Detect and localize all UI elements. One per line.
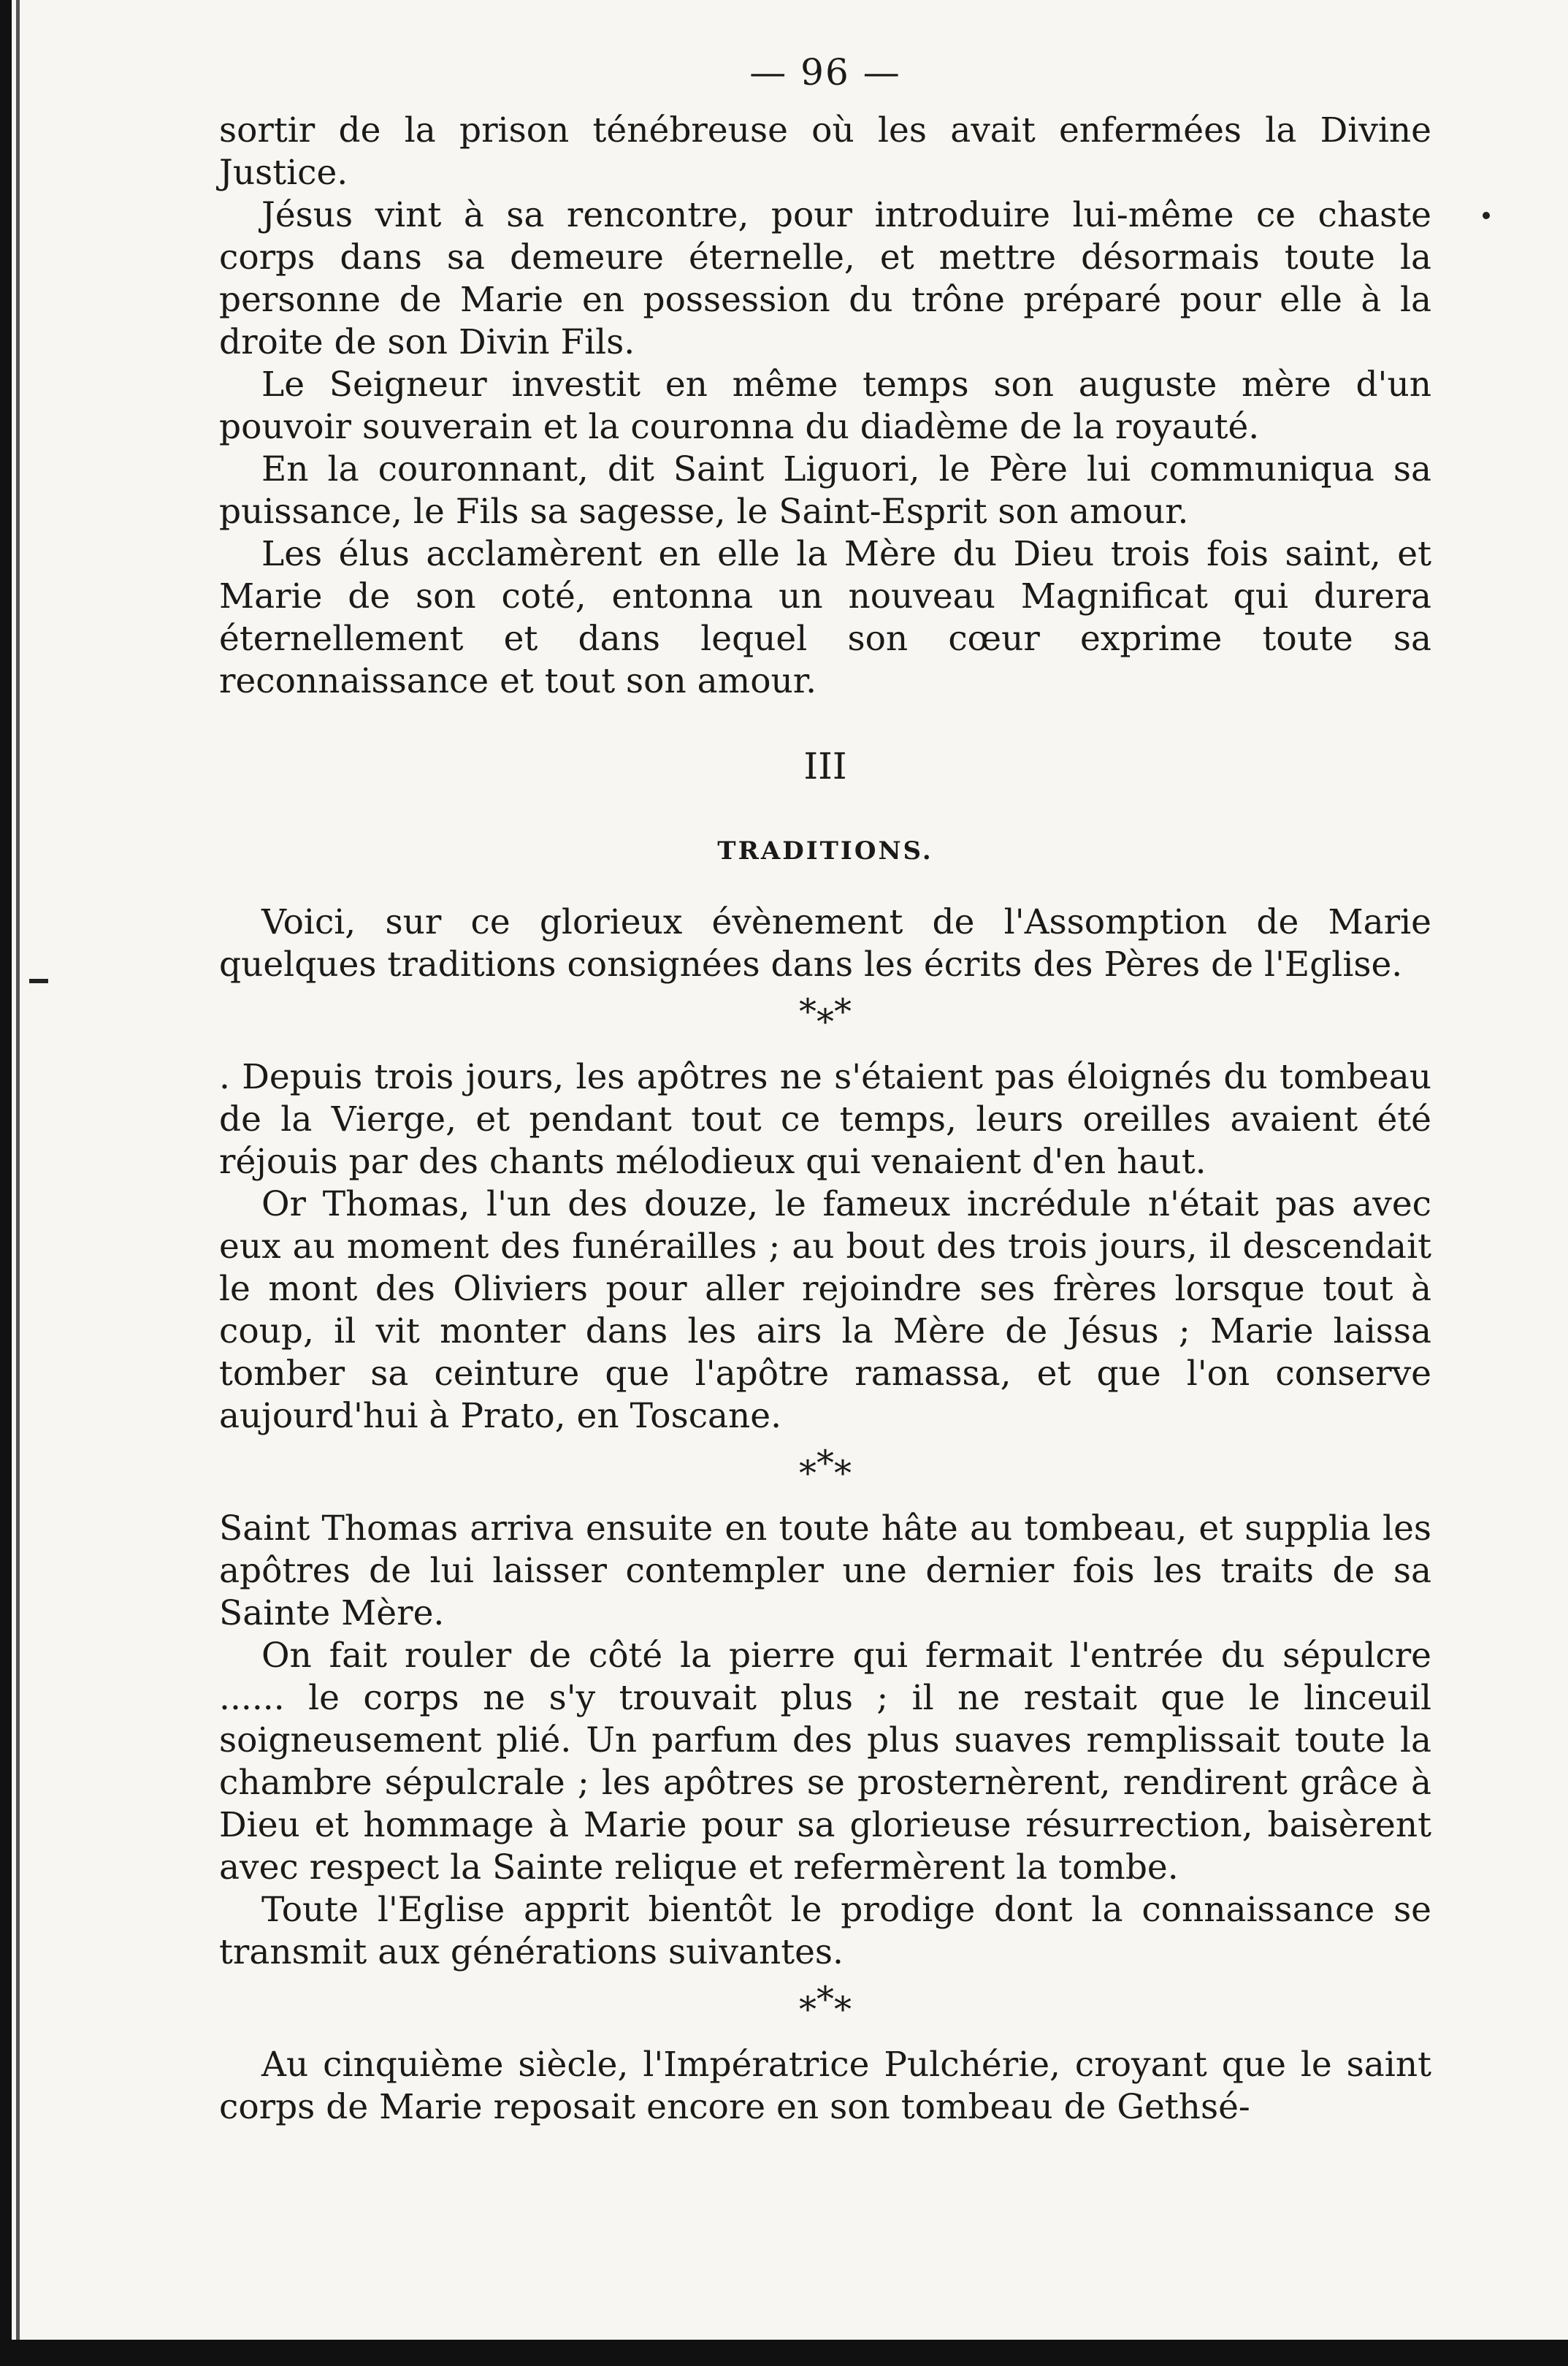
asterism-divider: ***	[799, 1979, 852, 2030]
bottom-scan-edge	[0, 2340, 1568, 2366]
asterism-divider: ***	[799, 991, 852, 1042]
section-title: TRADITIONS.	[717, 836, 933, 866]
section-number: III	[803, 745, 847, 787]
paragraph: Or Thomas, l'un des douze, le fameux incrédule n'était pas avec eux au moment des funérailles ; au bout des trois jours, il descendait le mont des Oliviers pour aller rejoindre ses frères lorsque tout à coup, il vit monter dans les airs la Mère de Jésus ; Marie laissa tomber sa ceinture que l'apôtre ramassa, et que l'on conserve aujourd'hui à Prato, en Toscane.	[219, 1184, 1431, 1436]
paragraph: sortir de la prison ténébreuse où les avait enfermées la Divine Justice.	[219, 110, 1431, 193]
paragraph: On fait rouler de côté la pierre qui fermait l'entrée du sépulcre ...... le corps ne s'y trouvait plus ; il ne restait que le linceuil soigneusement plié. Un parfum des plus suaves remplissait toute la chambre sépulcrale ; les apôtres se prosternèrent, rendirent grâce à Dieu et hommage à Marie pour sa glorieuse résurrection, baisèrent avec respect la Sainte relique et refermèrent la tombe.	[219, 1636, 1431, 1888]
paragraph: Les élus acclamèrent en elle la Mère du Dieu trois fois saint, et Marie de son coté, entonna un nouveau Magnificat qui durera éternellement et dans lequel son cœur exprime toute sa reconnaissance et tout son amour.	[219, 534, 1431, 701]
left-binding-edge	[0, 0, 12, 2366]
paragraph: Au cinquième siècle, l'Impératrice Pulchérie, croyant que le saint corps de Marie reposait encore en son tombeau de Gethsé-	[219, 2045, 1431, 2127]
page-content	[219, 51, 1431, 2129]
page-number: — 96 —	[749, 51, 901, 94]
margin-mark	[29, 979, 48, 983]
paragraph: Jésus vint à sa rencontre, pour introduire lui-même ce chaste corps dans sa demeure éternelle, et mettre désormais toute la personne de Marie en possession du trône préparé pour elle à la droite de son Divin Fils.	[219, 195, 1431, 362]
paragraph: Saint Thomas arriva ensuite en toute hâte au tombeau, et supplia les apôtres de lui laisser contempler une dernier fois les traits de sa Sainte Mère.	[219, 1508, 1431, 1633]
paragraph: Le Seigneur investit en même temps son auguste mère d'un pouvoir souverain et la couronna du diadème de la royauté.	[219, 365, 1431, 447]
margin-dot	[1483, 212, 1490, 219]
left-binding-line	[16, 0, 20, 2366]
paragraph: Toute l'Eglise apprit bientôt le prodige dont la connaissance se transmit aux générations suivantes.	[219, 1890, 1431, 1972]
asterism-divider: ***	[799, 1443, 852, 1494]
paragraph: . Depuis trois jours, les apôtres ne s'étaient pas éloignés du tombeau de la Vierge, et pendant tout ce temps, leurs oreilles avaient été réjouis par des chants mélodieux qui venaient d'en haut.	[219, 1057, 1431, 1182]
section-intro: Voici, sur ce glorieux évènement de l'Assomption de Marie quelques traditions consignées dans les écrits des Pères de l'Eglise.	[219, 902, 1431, 985]
paragraph: En la couronnant, dit Saint Liguori, le Père lui communiqua sa puissance, le Fils sa sagesse, le Saint-Esprit son amour.	[219, 449, 1431, 532]
